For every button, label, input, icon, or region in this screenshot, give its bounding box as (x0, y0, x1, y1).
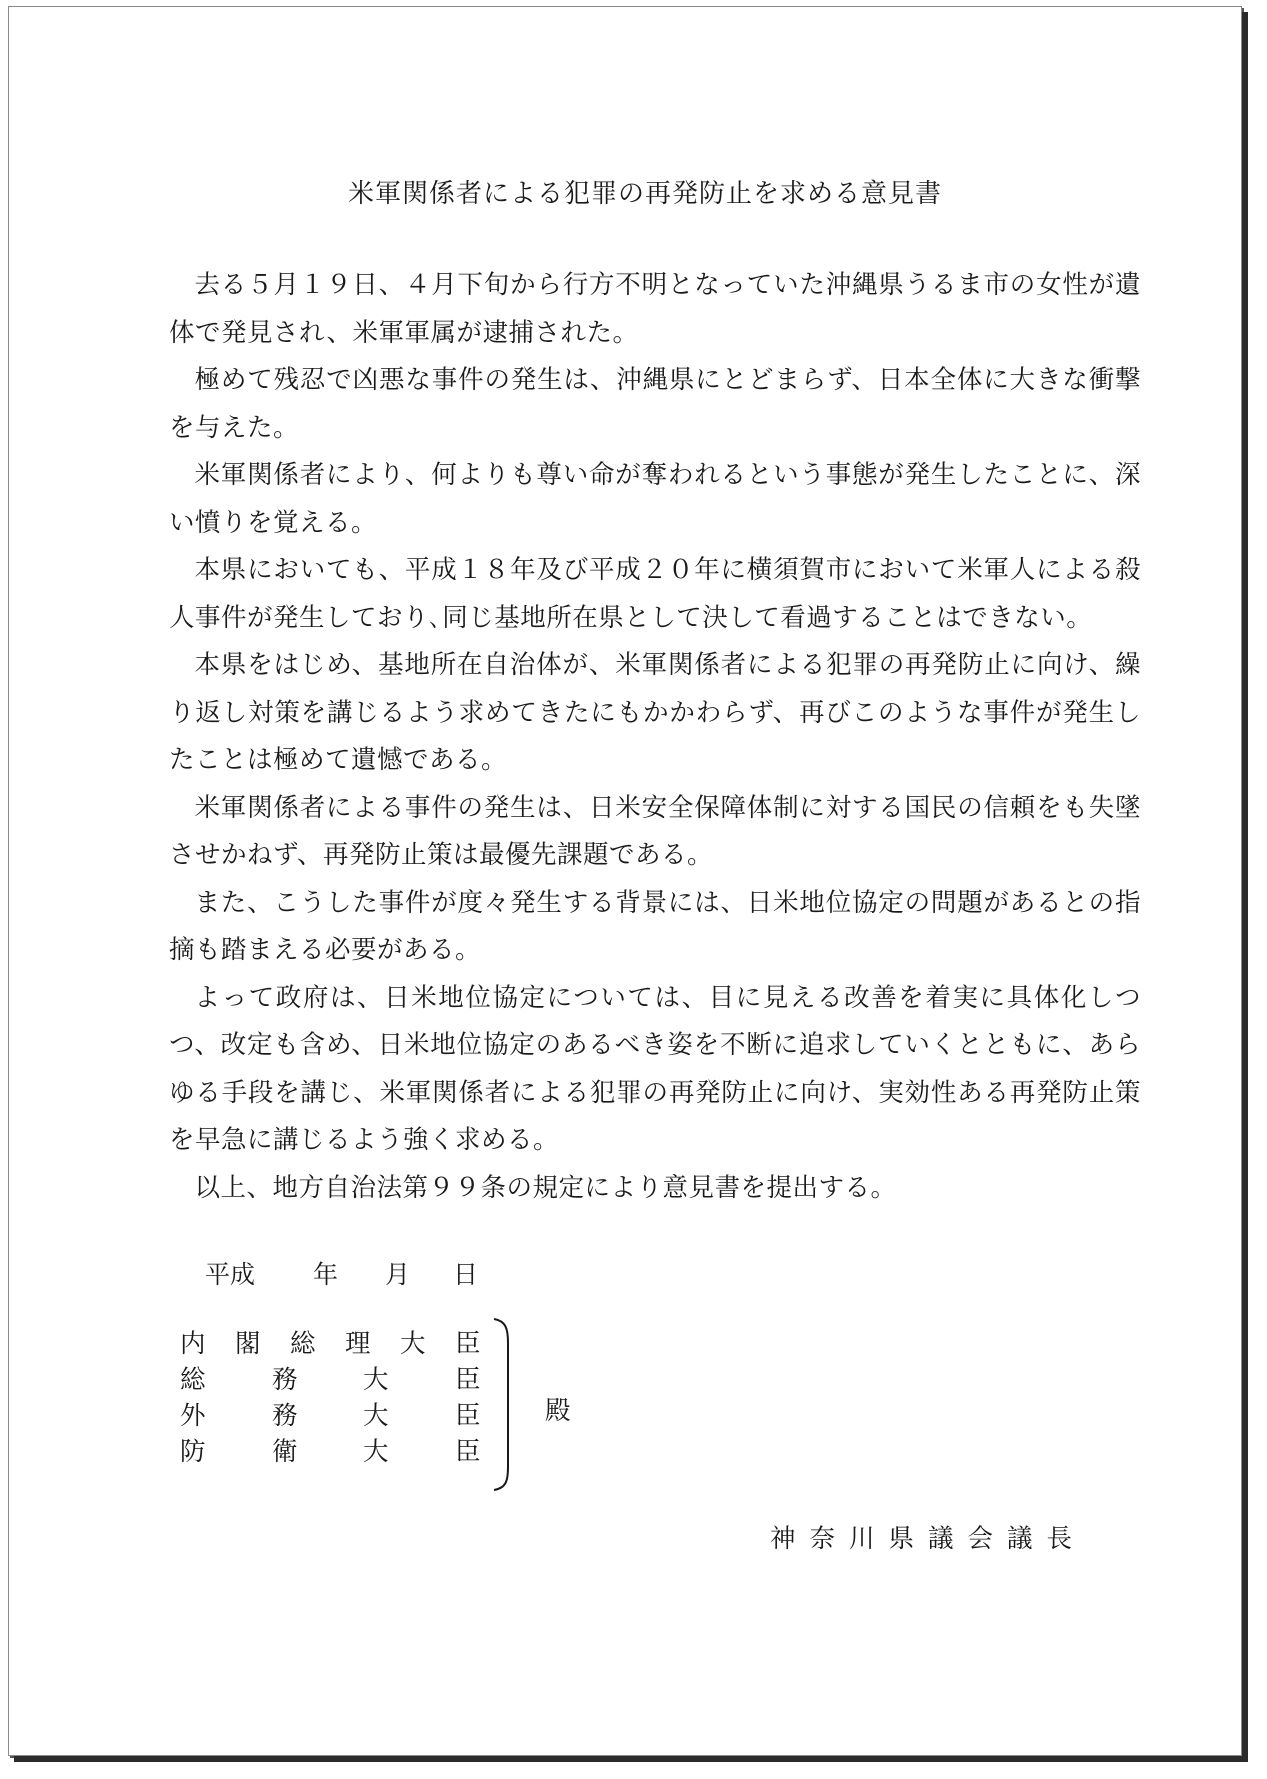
addressee-char: 務 (272, 1365, 298, 1395)
paragraph: 以上、地方自治法第９９条の規定により意見書を提出する。 (194, 1172, 897, 1203)
document-title: 米軍関係者による犯罪の再発防止を求める意見書 (347, 179, 942, 209)
addressee-char: 内 (180, 1329, 206, 1359)
addressee-foreign-minister (180, 1396, 480, 1432)
paragraph: 極めて残忍で凶悪な事件の発生は、沖縄県にとどまらず、日本全体に大きな衝撃を与えた。 (169, 365, 1141, 443)
addressee-char: 衛 (272, 1437, 298, 1467)
paragraph: 米軍関係者により、何よりも尊い命が奪われるという事態が発生したことに、深い憤りを覚える。 (169, 460, 1141, 538)
addressee-char: 外 (180, 1401, 206, 1431)
addressee-char: 大 (363, 1401, 389, 1431)
date-era: 平成 (205, 1260, 256, 1289)
addressee-char: 臣 (455, 1401, 481, 1431)
paragraph: 本県をはじめ、基地所在自治体が、米軍関係者による犯罪の再発防止に向け、繰り返し対策を講じるよう求めてきたにもかかわらず、再びこのような事件が発生したことは極めて遺憾である。 (169, 650, 1141, 775)
addressee-char: 閣 (235, 1329, 261, 1359)
addressee-char: 総 (290, 1329, 316, 1359)
document-body (169, 262, 1141, 1212)
addressee-char: 大 (400, 1329, 426, 1359)
addressee-prime-minister (180, 1324, 480, 1360)
date-month: 月 (385, 1260, 411, 1289)
sender-name: 神奈川県議会議長 (770, 1524, 1087, 1554)
addressee-defense-minister (180, 1432, 480, 1468)
addressee-char: 大 (363, 1437, 389, 1467)
document-page (8, 6, 1242, 1756)
paragraph: よって政府は、日米地位協定については、目に見える改善を着実に具体化しつつ、改定も含め、日米地位協定のあるべき姿を不断に追求していくとともに、あらゆる手段を講じ、米軍関係者による犯罪の再発防止に向け、実効性ある再発防止策を早急に講じるよう強く求める。 (169, 982, 1141, 1155)
honorific: 殿 (545, 1396, 571, 1426)
addressee-char: 大 (363, 1365, 389, 1395)
addressee-char: 臣 (455, 1365, 481, 1395)
addressee-char: 臣 (455, 1437, 481, 1467)
addressee-internal-affairs-minister (180, 1360, 480, 1396)
date-year: 年 (313, 1260, 339, 1289)
addressee-char: 理 (345, 1329, 371, 1359)
paragraph: 去る５月１９日、４月下旬から行方不明となっていた沖縄県うるま市の女性が遺体で発見され、米軍軍属が逮捕された。 (169, 270, 1141, 348)
addressee-char: 務 (272, 1401, 298, 1431)
paragraph: 米軍関係者による事件の発生は、日米安全保障体制に対する国民の信頼をも失墜させかねず、再発防止策は最優先課題である。 (169, 792, 1141, 870)
addressee-char: 防 (180, 1437, 206, 1467)
right-brace-bracket (492, 1317, 520, 1492)
paragraph: また、こうした事件が度々発生する背景には、日米地位協定の問題があるとの指摘も踏まえる必要がある。 (169, 887, 1141, 965)
addressee-list (180, 1324, 480, 1468)
paragraph: 本県においても、平成１８年及び平成２０年に横須賀市において米軍人による殺人事件が発生しており､同じ基地所在県として決して看過することはできない。 (169, 555, 1141, 633)
addressee-char: 臣 (455, 1329, 481, 1359)
addressee-char: 総 (180, 1365, 206, 1395)
date-day: 日 (453, 1260, 479, 1289)
